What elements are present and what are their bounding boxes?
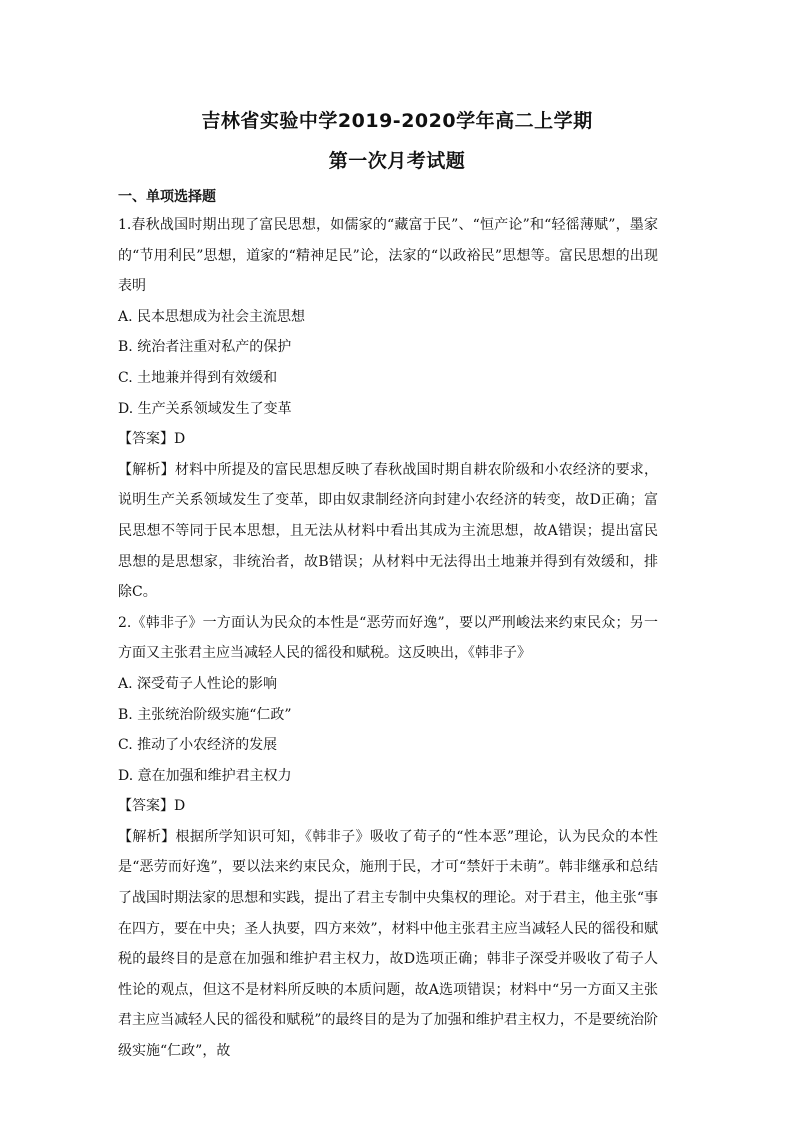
option-b: B. 主张统治阶级实施“仁政” — [118, 706, 292, 723]
question-1 — [118, 210, 658, 608]
answer: 【答案】D — [118, 431, 186, 448]
option-a: A. 民本思想成为社会主流思想 — [118, 308, 306, 325]
option-c: C. 土地兼并得到有效缓和 — [118, 369, 278, 386]
option-b: B. 统治者注重对私产的保护 — [118, 339, 292, 356]
analysis: 【解析】材料中所提及的富民思想反映了春秋战国时期自耕农阶级和小农经济的要求，说明生产关系领域发生了变革，即由奴隶制经济向封建小农经济的转变，故D正确；富民思想不等同于民本思想，且无法从材料中看出其成为主流思想，故A错误；提出富民思想的是思想家，非统治者，故B错误；从材料中无法得出土地兼并得到有效缓和，排除C。 — [118, 461, 658, 601]
question-stem: 2.《韩非子》一方面认为民众的本性是“恶劳而好逸”，要以严刑峻法来约束民众；另一方面又主张君主应当减轻人民的徭役和赋税。这反映出，《韩非子》 — [118, 614, 658, 662]
section-heading: 一、单项选择题 — [118, 189, 216, 205]
option-d: D. 生产关系领域发生了变革 — [118, 400, 292, 417]
question-2 — [118, 608, 658, 1067]
option-d: D. 意在加强和维护君主权力 — [118, 767, 292, 784]
exam-title-line1: 吉林省实验中学2019-2020学年高二上学期 — [201, 110, 593, 132]
analysis: 【解析】根据所学知识可知，《韩非子》吸收了荀子的“性本恶”理论，认为民众的本性是“恶劳而好逸”，要以法来约束民众，施刑于民，才可“禁奸于未萌”。韩非继承和总结了战国时期法家的思想和实践，提出了君主专制中央集权的理论。对于君主，他主张“事在四方，要在中央；圣人执要，四方来效”，材料中他主张君主应当减轻人民的徭役和赋税的最终目的是意在加强和维护君主权力，故D选项正确；韩非子深受并吸收了荀子人性论的观点，但这不是材料所反映的本质问题，故A选项错误；材料中“另一方面又主张君主应当减轻人民的徭役和赋税”的最终目的是为了加强和维护君主权力，不是要统治阶级实施“仁政”，故 — [118, 828, 658, 1060]
exam-title-line2: 第一次月考试题 — [328, 150, 466, 172]
answer: 【答案】D — [118, 798, 186, 815]
question-list — [118, 210, 658, 1067]
option-c: C. 推动了小农经济的发展 — [118, 737, 278, 754]
option-a: A. 深受荀子人性论的影响 — [118, 675, 278, 692]
question-stem: 1.春秋战国时期出现了富民思想，如儒家的“藏富于民”、“恒产论”和“轻徭薄赋”，墨家的“节用利民”思想，道家的“精神足民”论，法家的“以政裕民”思想等。富民思想的出现表明 — [118, 217, 658, 295]
